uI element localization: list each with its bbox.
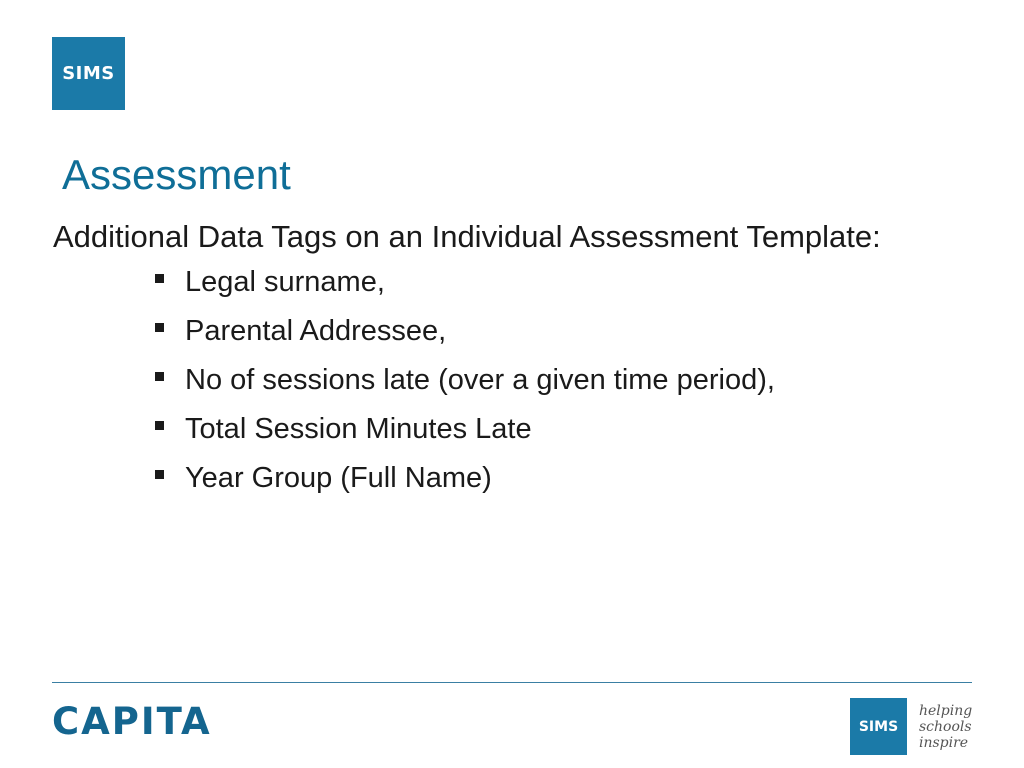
sims-logo-text: SIMS <box>62 63 115 84</box>
sims-footer-logo <box>850 698 907 755</box>
bullet-text: Legal surname, <box>185 266 385 298</box>
bullet-item <box>155 364 775 413</box>
sims-logo <box>52 37 125 110</box>
tagline <box>919 703 972 751</box>
bullet-item <box>155 462 775 511</box>
bullet-text: Total Session Minutes Late <box>185 413 532 445</box>
tagline-line: schools <box>919 719 972 735</box>
bullet-item <box>155 315 775 364</box>
bullet-square-icon <box>155 372 164 381</box>
sims-footer-logo-text: SIMS <box>858 718 899 735</box>
bullet-item <box>155 413 775 462</box>
capita-logo: CAPITA <box>52 700 212 743</box>
tagline-line: helping <box>919 703 973 719</box>
bullet-text: No of sessions late (over a given time period), <box>185 364 775 396</box>
bullet-square-icon <box>155 323 164 332</box>
bullet-square-icon <box>155 470 164 479</box>
slide-title: Assessment <box>62 151 291 198</box>
bullet-text: Parental Addressee, <box>185 315 447 347</box>
bullet-square-icon <box>155 274 164 283</box>
bullet-square-icon <box>155 421 164 430</box>
bullet-item <box>155 266 775 315</box>
bullet-text: Year Group (Full Name) <box>185 462 492 494</box>
footer-divider <box>52 682 972 683</box>
slide-intro: Additional Data Tags on an Individual Assessment Template: <box>53 219 881 254</box>
bullet-list <box>155 266 775 511</box>
tagline-line: inspire <box>919 735 969 751</box>
